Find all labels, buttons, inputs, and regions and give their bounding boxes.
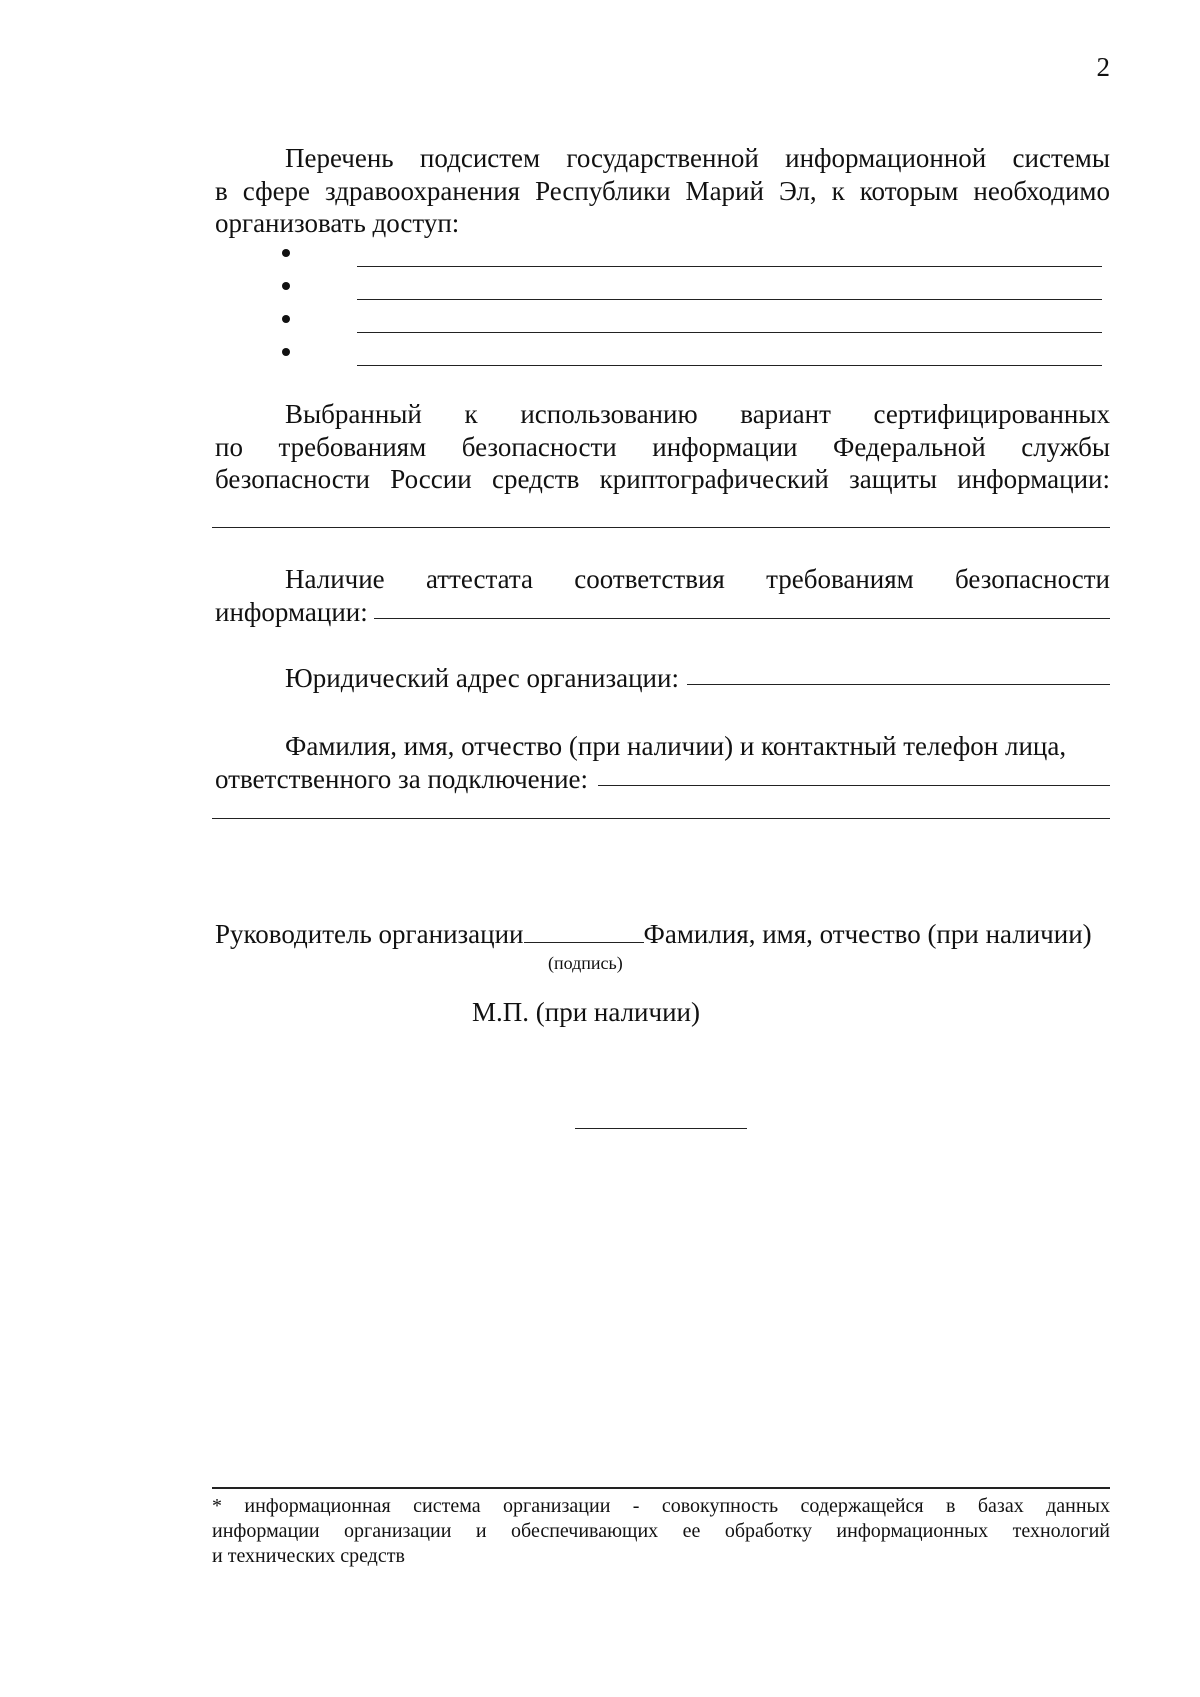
head-name-label: Фамилия, имя, отчество (при наличии) (643, 919, 1092, 949)
responsible-field-continuation[interactable] (212, 818, 1110, 819)
subsystem-blank-1[interactable] (357, 266, 1102, 267)
footnote-line-3: и технических средств (212, 1545, 405, 1567)
responsible-line-1: Фамилия, имя, отчество (при наличии) и контактный телефон лица, (285, 731, 1067, 761)
attestation-line-1: Наличие аттестата соответствия требованиям безопасности (285, 564, 1110, 594)
list-item (282, 278, 1102, 311)
crypto-line-3: безопасности России средств криптографический защиты информации: (215, 464, 1110, 494)
bullet-icon (282, 282, 290, 290)
footnote (212, 1494, 1110, 1569)
list-item (282, 245, 1102, 278)
crypto-answer-field[interactable] (212, 527, 1110, 528)
crypto-paragraph (215, 398, 1110, 496)
subsystem-blank-2[interactable] (357, 299, 1102, 300)
subsystems-paragraph (215, 142, 1110, 240)
attestation-answer-field[interactable] (374, 617, 1110, 619)
subsystems-line-1: Перечень подсистем государственной информационной системы (285, 143, 1110, 173)
attestation-paragraph (215, 563, 1110, 628)
footnote-line-1: * информационная система организации - совокупность содержащейся в базах данных (212, 1495, 1110, 1517)
head-label: Руководитель организации (215, 919, 524, 949)
end-divider (575, 1128, 747, 1129)
signature-row (215, 918, 1115, 950)
bullet-icon (282, 315, 290, 323)
signature-caption: (подпись) (548, 953, 623, 973)
responsible-line-2 (215, 763, 1110, 796)
subsystem-list (282, 245, 1102, 377)
attestation-line-2 (215, 596, 1110, 629)
subsystem-blank-4[interactable] (357, 365, 1102, 366)
crypto-line-2: по требованиям безопасности информации Федеральной службы (215, 431, 1110, 462)
subsystem-blank-3[interactable] (357, 332, 1102, 333)
signature-field[interactable] (524, 941, 644, 943)
stamp-label: М.П. (при наличии) (472, 997, 700, 1027)
legal-address-field[interactable] (687, 683, 1110, 685)
responsible-label: ответственного за подключение: (215, 763, 589, 794)
crypto-line-1: Выбранный к использованию вариант сертифицированных (285, 399, 1110, 429)
page-number: 2 (1096, 52, 1110, 82)
subsystems-line-3: организовать доступ: (215, 208, 460, 238)
subsystems-line-2: в сфере здравоохранения Республики Марий Эл, к которым необходимо (215, 175, 1110, 206)
legal-address-row (215, 662, 1110, 695)
list-item (282, 344, 1102, 377)
list-item (282, 311, 1102, 344)
responsible-field[interactable] (598, 784, 1110, 786)
responsible-paragraph (215, 730, 1110, 795)
attestation-label: информации: (215, 596, 368, 627)
bullet-icon (282, 348, 290, 356)
bullet-icon (282, 249, 290, 257)
footnote-line-2: информации организации и обеспечивающих ее обработку информационных технологий (212, 1520, 1110, 1542)
legal-address-label: Юридический адрес организации: (285, 663, 679, 693)
footnote-divider (212, 1487, 1110, 1489)
